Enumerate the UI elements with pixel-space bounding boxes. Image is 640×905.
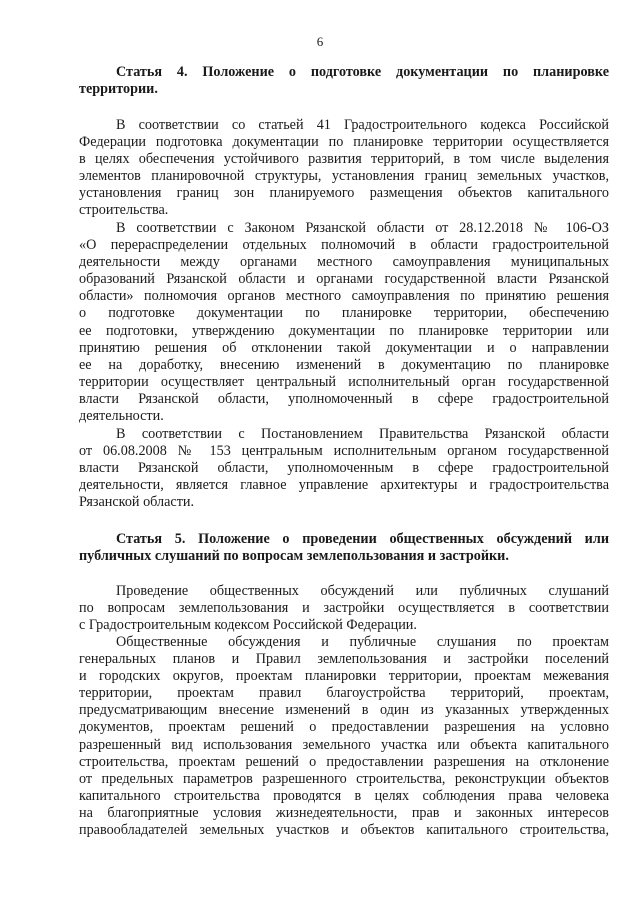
text-line: территории, проектам правил благоустройства территорий, проектам, [79,685,609,702]
paragraph-government-resolution [79,426,609,511]
heading-line: Статья 5. Положение о проведении общественных обсуждений или [116,531,609,547]
paragraph-hearings-projects [79,634,609,839]
text-line: Проведение общественных обсуждений или публичных слушаний [116,583,609,599]
text-line: власти Рязанской области, уполномоченный в сфере градостроительной [79,390,609,407]
text-line: территории осуществляет центральный исполнительный орган государственной [79,373,609,390]
page-number: 6 [316,34,324,49]
text-line: деятельности между органами местного самоуправления муниципальных [79,254,609,271]
text-line: В соответствии с Законом Рязанской области от 28.12.2018 № 106-ОЗ [116,220,609,236]
text-line: В соответствии со статьей 41 Градостроительного кодекса Российской [116,117,609,133]
text-line: правообладателей земельных участков и объектов капитального строительства, [79,822,609,839]
text-line: ее на доработку, внесению изменений в документацию по планировке [79,356,609,373]
text-line: капитального строительства проводятся в целях соблюдения права человека [79,787,609,804]
text-line: области» полномочия органов местного самоуправления по принятию решения [79,288,609,305]
text-line: документов, проектам решений о предоставлении разрешения на условно [79,719,609,736]
heading-line: территории. [79,81,158,98]
text-line: строительства. [79,202,169,219]
text-line: о подготовке документации по планировке территории, обеспечению [79,305,609,322]
text-line: принятию решения об отклонении такой документации и о направлении [79,339,609,356]
text-line: разрешенный вид использования земельного участка или объекта капитального [79,736,609,753]
text-line: установления границ зон планируемого размещения объектов капитального [79,185,609,202]
text-line: от предельных параметров разрешенного строительства, реконструкции объектов [79,770,609,787]
text-line: в целях обеспечения устойчивого развития территорий, в том числе выделения [79,151,609,168]
text-line: предусматривающим внесение изменений в один из указанных утвержденных [79,702,609,719]
text-line: деятельности, является главное управление архитектуры и градостроительства [79,477,609,494]
paragraph-article-41 [79,117,609,220]
text-line: и городских округов, проектам планировки территории, проектам межевания [79,668,609,685]
text-line: элементов планировочной структуры, установления границ земельных участков, [79,168,609,185]
text-line: Общественные обсуждения и публичные слушания по проектам [116,634,609,650]
text-line: деятельности. [79,408,164,425]
text-line: власти Рязанской области, уполномоченным в сфере градостроительной [79,460,609,477]
text-line: Рязанской области. [79,494,195,511]
text-line: от 06.08.2008 № 153 центральным исполнительным органом государственной [79,443,609,460]
heading-line: публичных слушаний по вопросам землепользования и застройки. [79,548,509,565]
text-line: Федерации подготовка документации по планировке территории осуществляется [79,134,609,151]
paragraph-ryazan-law [79,220,609,425]
text-line: на благоприятные условия жизнедеятельности, прав и законных интересов [79,804,609,821]
article-5-heading [79,531,609,565]
paragraph-public-hearings [79,583,609,634]
text-line: ее подготовки, утверждению документации по планировке территории или [79,322,609,339]
article-4-heading [79,64,609,98]
text-line: по вопросам землепользования и застройки осуществляется в соответствии [79,600,609,617]
text-line: с Градостроительным кодексом Российской Федерации. [79,617,417,634]
text-line: строительства, проектам решений о предоставлении разрешения на отклонение [79,753,609,770]
text-line: генеральных планов и Правил землепользования и застройки поселений [79,651,609,668]
text-line: В соответствии с Постановлением Правительства Рязанской области [116,426,609,442]
text-line: «О перераспределении отдельных полномочий в области градостроительной [79,237,609,254]
heading-line: Статья 4. Положение о подготовке документации по планировке [116,64,609,80]
text-line: образований Рязанской области и органами государственной власти Рязанской [79,271,609,288]
